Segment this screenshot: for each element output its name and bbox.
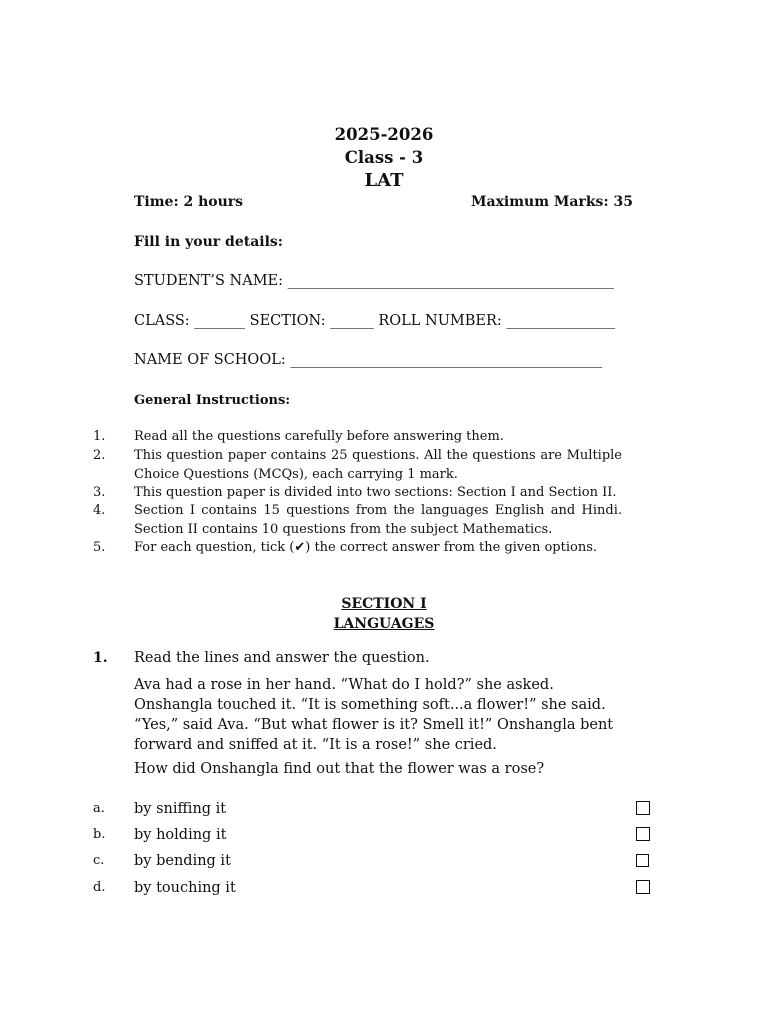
instruction-number: 3. bbox=[93, 485, 106, 500]
instruction-number: 5. bbox=[93, 540, 106, 555]
instructions-heading: General Instructions: bbox=[134, 393, 291, 408]
exam-title: LAT bbox=[364, 170, 404, 191]
class-label: Class - 3 bbox=[344, 148, 424, 167]
exam-year: 2025-2026 bbox=[334, 125, 434, 144]
instruction-text: For each question, tick (✔) the correct answer from the given options. bbox=[134, 540, 597, 555]
instruction-text: This question paper contains 25 questions. All the questions are Multiple Choice Questions (MCQs), each carrying 1 mark. bbox=[134, 448, 622, 482]
option-text: by bending it bbox=[134, 853, 231, 869]
instruction-text: This question paper is divided into two sections: Section I and Section II. bbox=[134, 485, 617, 500]
instruction-number: 1. bbox=[93, 429, 106, 444]
option-text: by holding it bbox=[134, 827, 227, 843]
question-passage: Ava had a rose in her hand. “What do I hold?” she asked. Onshangla touched it. “It is something soft...a flower!” she said. “Yes,” said Ava. “But what flower is it? Smell it!” Onshangla bent forward and sniffed at it. “It is a rose!” she cried. bbox=[134, 677, 614, 753]
class-section-roll-field[interactable]: CLASS: _______ SECTION: ______ ROLL NUMBER: _______________ bbox=[134, 313, 616, 329]
question-number: 1. bbox=[93, 650, 108, 666]
option-letter: a. bbox=[93, 801, 105, 816]
option-letter: b. bbox=[93, 827, 106, 842]
question-ask: How did Onshangla find out that the flower was a rose? bbox=[134, 761, 545, 777]
instruction-number: 2. bbox=[93, 448, 106, 463]
question-prompt: Read the lines and answer the question. bbox=[134, 650, 430, 666]
option-checkbox[interactable] bbox=[636, 801, 650, 815]
max-marks-label: Maximum Marks: 35 bbox=[471, 194, 633, 210]
student-name-field[interactable]: STUDENT’S NAME: _____________________________________________ bbox=[134, 273, 614, 289]
section-title: SECTION I bbox=[341, 596, 427, 612]
details-heading: Fill in your details: bbox=[134, 234, 283, 250]
option-checkbox[interactable] bbox=[636, 854, 649, 867]
option-text: by touching it bbox=[134, 880, 236, 896]
school-name-field[interactable]: NAME OF SCHOOL: ___________________________________________ bbox=[134, 352, 603, 368]
section-subtitle: LANGUAGES bbox=[333, 616, 435, 632]
time-label: Time: 2 hours bbox=[134, 194, 244, 210]
option-text: by sniffing it bbox=[134, 801, 227, 817]
instruction-number: 4. bbox=[93, 503, 106, 518]
option-checkbox[interactable] bbox=[636, 880, 650, 894]
instruction-text: Read all the questions carefully before answering them. bbox=[134, 429, 504, 444]
option-checkbox[interactable] bbox=[636, 827, 650, 841]
option-letter: c. bbox=[93, 853, 105, 868]
instruction-text: Section I contains 15 questions from the languages English and Hindi. Section II contains 10 questions from the subject Mathematics. bbox=[134, 503, 622, 537]
option-letter: d. bbox=[93, 880, 106, 895]
